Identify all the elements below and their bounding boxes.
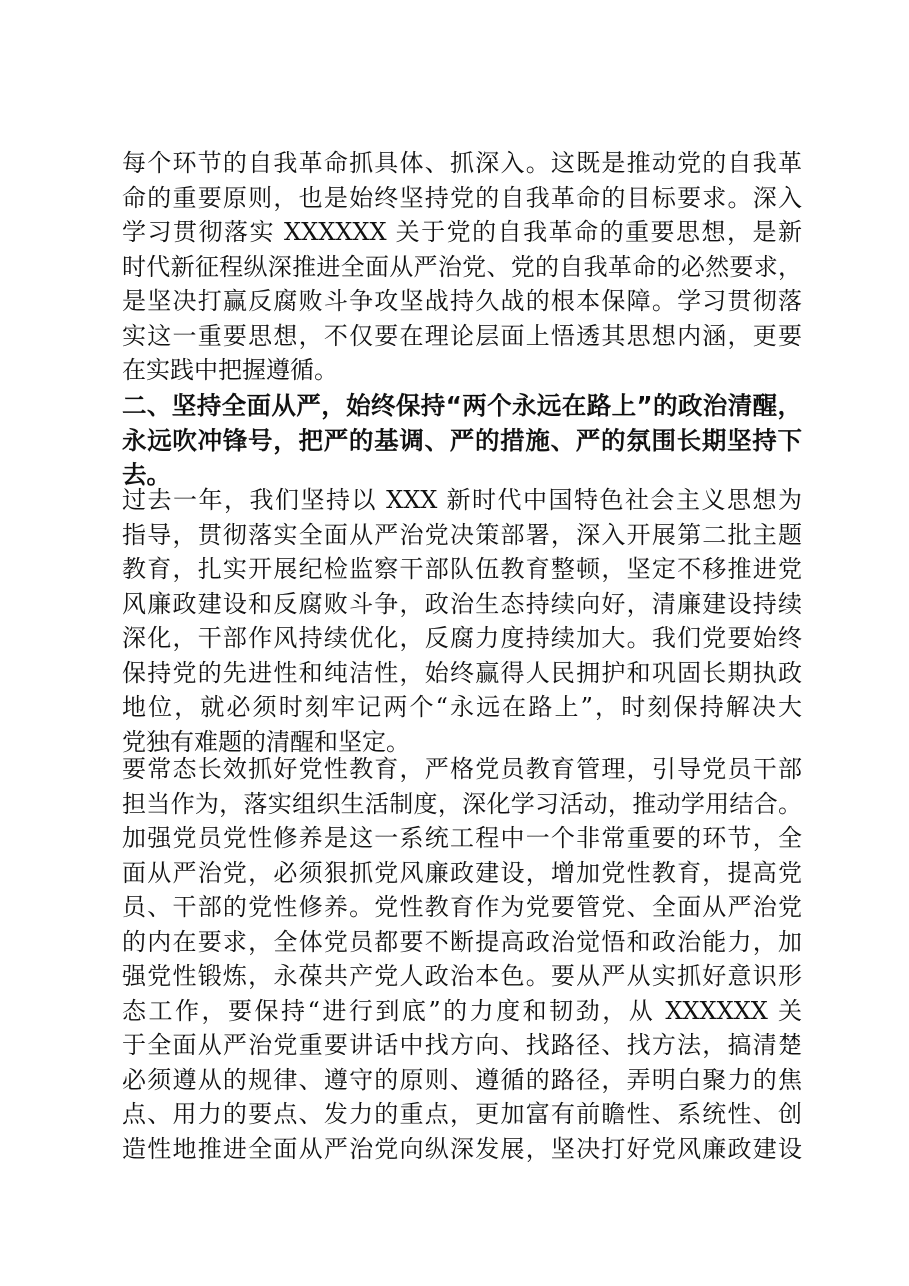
text-line: 要常态长效抓好党性教育，严格党员教育管理，引导党员干部 [122, 755, 802, 783]
text-line: 加强党员党性修养是这一系统工程中一个非常重要的环节，全 [122, 824, 802, 852]
text-line: 时代新征程纵深推进全面从严治党、党的自我革命的必然要求， [122, 252, 802, 281]
text-line: 于全面从严治党重要讲话中找方向、找路径、找方法，搞清楚 [122, 1031, 802, 1059]
heading-line: 永远吹冲锋号，把严的基调、严的措施、严的氛围长期坚持下 [122, 425, 802, 455]
text-line: 指导，贯彻落实全面从严治党决策部署，深入开展第二批主题 [122, 520, 802, 549]
text-line: 每个环节的自我革命抓具体、抓深入。这既是推动党的自我革 [122, 149, 802, 177]
text-line: 强党性锻炼，永葆共产党人政治本色。要从严从实抓好意识形 [122, 962, 802, 990]
heading-line: 二、坚持全面从严，始终保持“两个永远在路上”的政治清醒， [122, 391, 802, 420]
text-line: 必须遵从的规律、遵守的原则、遵循的路径，弄明白聚力的焦 [122, 1065, 802, 1094]
text-line: 保持党的先进性和纯洁性，始终赢得人民拥护和巩固长期执政 [122, 658, 802, 687]
text-line: 实这一重要思想，不仅要在理论层面上悟透其思想内涵，更要 [122, 321, 802, 350]
body-paragraph [122, 483, 802, 759]
text-line: 造性地推进全面从严治党向纵深发展，坚决打好党风廉政建设 [122, 1134, 802, 1163]
text-line: 点、用力的要点、发力的重点，更加富有前瞻性、系统性、创 [122, 1100, 802, 1128]
text-line: 过去一年，我们坚持以 XXX 新时代中国特色社会主义思想为 [122, 486, 802, 514]
text-line: 的内在要求，全体党员都要不断提高政治觉悟和政治能力，加 [122, 927, 802, 956]
text-line: 深化，干部作风持续优化，反腐力度持续加大。我们党要始终 [122, 624, 802, 652]
heading-line: 去。 [122, 460, 171, 489]
text-line: 担当作为，落实组织生活制度，深化学习活动，推动学用结合。 [122, 789, 802, 818]
text-line: 在实践中把握遵循。 [122, 356, 338, 384]
body-paragraph [122, 146, 802, 388]
text-line: 是坚决打赢反腐败斗争攻坚战持久战的根本保障。学习贯彻落 [122, 287, 802, 315]
text-line: 教育，扎实开展纪检监察干部队伍教育整顿，坚定不移推进党 [122, 555, 802, 583]
text-line: 员、干部的党性修养。党性教育作为党要管党、全面从严治党 [122, 893, 802, 921]
section-heading [122, 389, 802, 493]
text-line: 学习贯彻落实 XXXXXX 关于党的自我革命的重要思想，是新 [122, 218, 802, 246]
text-line: 命的重要原则，也是始终坚持党的自我革命的目标要求。深入 [122, 183, 802, 212]
text-line: 风廉政建设和反腐败斗争，政治生态持续向好，清廉建设持续 [122, 589, 802, 618]
text-line: 面从严治党，必须狠抓党风廉政建设，增加党性教育，提高党 [122, 858, 802, 887]
text-line: 态工作，要保持“进行到底”的力度和韧劲，从 XXXXXX 关 [122, 996, 802, 1025]
text-line: 地位，就必须时刻牢记两个“永远在路上”，时刻保持解决大 [122, 693, 802, 721]
text-line: 党独有难题的清醒和坚定。 [122, 727, 410, 756]
body-paragraph [122, 752, 802, 1166]
